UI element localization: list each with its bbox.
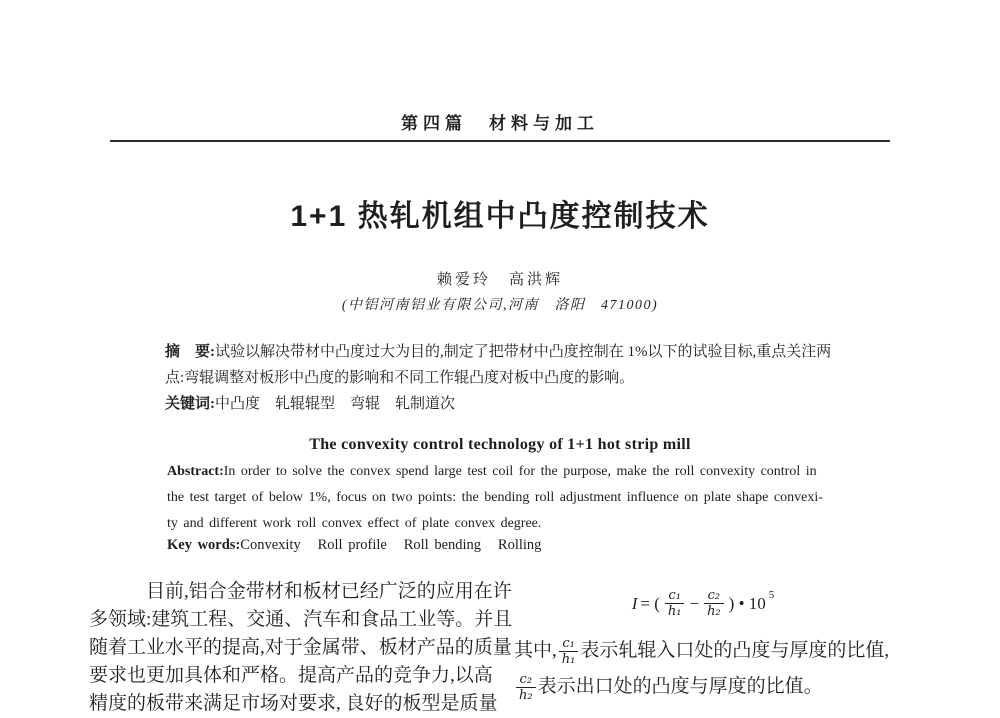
header-rule <box>110 140 890 142</box>
formula-close: ) • 10 <box>728 593 766 613</box>
body-right-paragraph <box>514 633 892 705</box>
abstract-cn-line2: 点:弯辊调整对板形中凸度的影响和不同工作辊凸度对板中凸度的影响。 <box>165 370 635 386</box>
fraction-denominator: h₂ <box>516 687 536 703</box>
authors-line: 赖爱玲 高洪辉 <box>436 272 563 288</box>
formula-exponent: 5 <box>768 589 775 601</box>
abstract-en-line3: ty and different work roll convex effect of plate convex degree. <box>167 516 542 531</box>
body-right-text: 其中, <box>514 640 557 661</box>
body-right-text: 表示出口处的凸度与厚度的比值。 <box>537 676 823 697</box>
keywords-cn-text: 中凸度 轧辊辊型 弯辊 轧制道次 <box>215 396 456 412</box>
fraction <box>704 588 724 619</box>
body-text-line: 目前,铝合金带材和板材已经广泛的应用在许 <box>146 581 512 602</box>
formula-minus: − <box>689 593 700 613</box>
body-left-column <box>89 578 513 718</box>
abstract-cn-line1 <box>165 339 865 365</box>
fraction <box>559 636 579 667</box>
affiliation-line: (中铝河南铝业有限公司,河南 洛阳 471000) <box>341 298 659 313</box>
fraction-numerator: c₂ <box>707 588 721 603</box>
fraction-numerator: c₁ <box>668 588 681 603</box>
fraction-numerator: c₁ <box>562 636 575 652</box>
body-text-line: 要求也更加具体和严格。提高产品的竞争力,以高 <box>89 665 493 686</box>
keywords-cn <box>165 391 455 417</box>
keywords-en-text: Convexity Roll profile Roll bending Rolling <box>240 537 542 553</box>
fraction-denominator: h₂ <box>704 603 724 619</box>
fraction <box>516 672 536 703</box>
fraction-denominator: h₁ <box>559 651 579 667</box>
keywords-cn-label: 关键词: <box>165 396 215 412</box>
fraction-denominator: h₁ <box>665 603 685 619</box>
keywords-en <box>167 537 541 554</box>
abstract-cn-label: 摘 要: <box>165 344 215 360</box>
body-text-line: 多领域:建筑工程、交通、汽车和食品工业等。并且 <box>89 609 513 630</box>
abstract-cn <box>165 339 865 391</box>
keywords-en-label: Key words: <box>167 537 241 553</box>
abstract-en <box>167 459 867 537</box>
abstract-cn-text: 试验以解决带材中凸度过大为目的,制定了把带材中凸度控制在 1%以下的试验目标,重点关注两 <box>215 344 832 360</box>
body-text-line: 精度的板带来满足市场对要求, 良好的板型是质量 <box>89 693 498 714</box>
running-head: 第四篇 材料与加工 <box>401 114 599 133</box>
formula-variable: I <box>631 593 638 613</box>
body-right-column <box>514 578 892 705</box>
convexity-formula <box>632 588 775 619</box>
body-text-line: 随着工业水平的提高,对于金属带、板材产品的质量 <box>89 637 512 658</box>
fraction <box>665 588 685 619</box>
fraction-numerator: c₂ <box>519 672 533 688</box>
body-right-text: 表示轧辊入口处的凸度与厚度的比值, <box>580 640 890 661</box>
abstract-en-line2: the test target of below 1%, focus on two points: the bending roll adjustment influence on plate shape convexi- <box>167 490 823 505</box>
paper-title: 1+1 热轧机组中凸度控制技术 <box>290 200 710 233</box>
abstract-en-label: Abstract: <box>167 464 224 479</box>
abstract-en-text: In order to solve the convex spend large test coil for the purpose, make the roll convexity control in <box>223 464 817 479</box>
formula-equals: = ( <box>640 593 660 613</box>
abstract-en-line1 <box>167 459 867 485</box>
english-title: The convexity control technology of 1+1 hot strip mill <box>309 436 691 453</box>
